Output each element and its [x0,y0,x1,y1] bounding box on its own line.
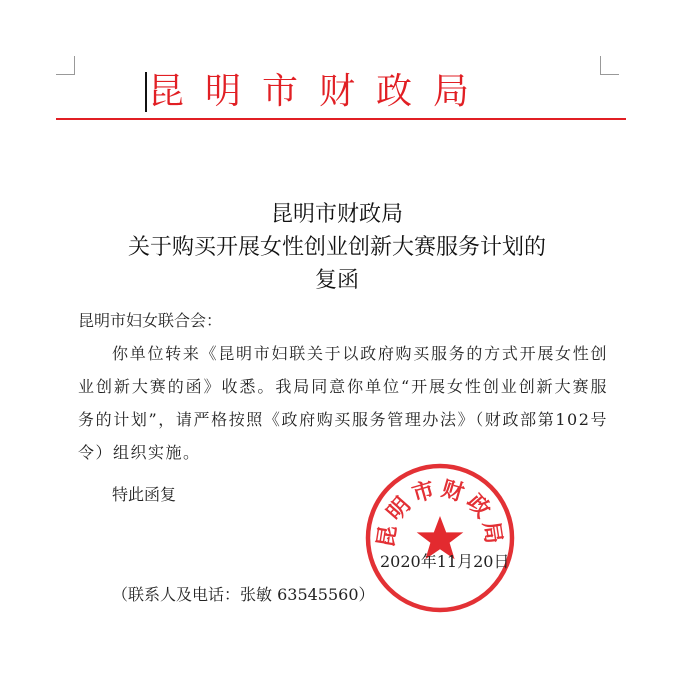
letter-date: 2020年11月20日 [380,552,510,571]
closing-remark: 特此函复 [112,485,177,504]
letterhead-org-name: 昆明市财政局 [148,71,491,112]
crop-mark-top-right [600,56,619,75]
letterhead-red-rule [56,118,626,120]
contact-info: （联系人及电话：张敏 63545560） [112,585,375,604]
document-title [0,198,674,297]
title-line-2: 关于购买开展女性创业创新大赛服务计划的 [127,235,546,260]
crop-mark-top-left [56,56,75,75]
body-paragraph: 你单位转来《昆明市妇联关于以政府购买服务的方式开展女性创业创新大赛的函》收悉。我局同意你单位“开展女性创业创新大赛服务的计划”，请严格按照《政府购买服务管理办法》（财政部第102号令）组织实施。 [78,344,608,462]
addressee: 昆明市妇女联合会： [78,311,223,330]
title-line-3: 复函 [314,268,359,293]
text-cursor [145,72,147,112]
seal-text: 昆明市财政局 [373,476,507,550]
official-seal-stamp [362,460,518,616]
title-line-1: 昆明市财政局 [270,202,403,227]
